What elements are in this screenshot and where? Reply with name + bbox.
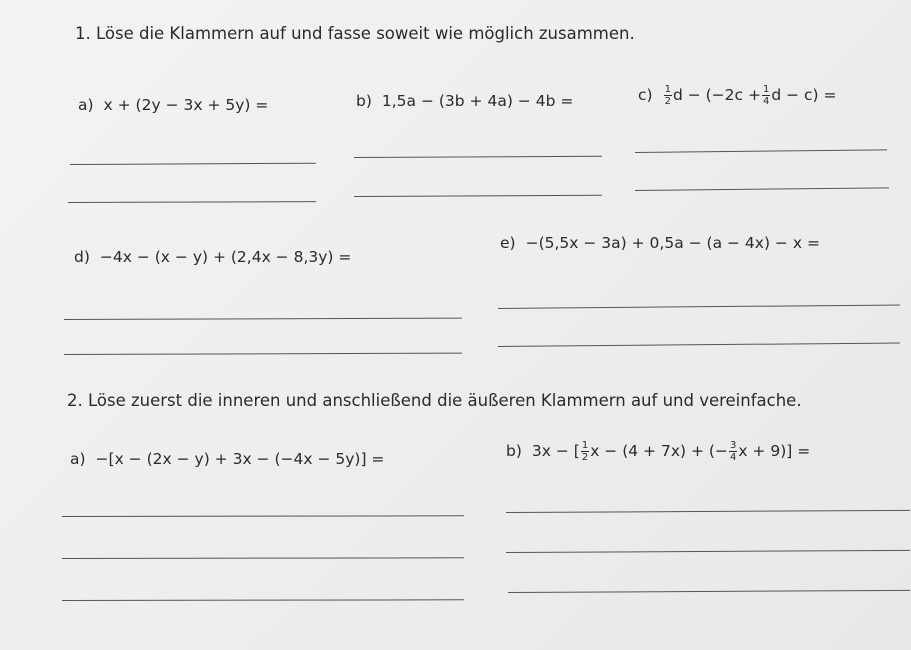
exercise-2a: [70, 450, 384, 468]
fraction: [762, 84, 770, 107]
answer-line[interactable]: [498, 342, 900, 347]
exercise-1d: [74, 248, 351, 266]
exercise-1e: [500, 234, 820, 252]
answer-line[interactable]: [62, 599, 464, 601]
answer-line[interactable]: [62, 557, 464, 559]
task1-heading: 1. Löse die Klammern auf und fasse soweit wie möglich zusammen.: [75, 24, 635, 43]
expression-text: x − (4 + 7x) + (−: [590, 442, 728, 460]
answer-line[interactable]: [506, 510, 910, 513]
answer-line[interactable]: [354, 156, 602, 158]
answer-line[interactable]: [635, 149, 887, 153]
fraction-numerator: 3: [729, 440, 737, 451]
answer-line[interactable]: [498, 304, 900, 309]
exercise-1c: [638, 84, 837, 107]
expression-text: d − c) =: [771, 86, 837, 104]
answer-line[interactable]: [354, 195, 602, 197]
answer-line[interactable]: [68, 201, 316, 203]
exercise-label: b): [356, 92, 372, 110]
exercise-label: a): [78, 96, 94, 114]
expression-text: −(5,5x − 3a) + 0,5a − (a − 4x) − x =: [525, 234, 820, 252]
fraction: [581, 440, 589, 463]
answer-line[interactable]: [635, 187, 889, 191]
fraction-denominator: 4: [729, 452, 737, 463]
fraction-denominator: 4: [762, 96, 770, 107]
exercise-1a: [78, 96, 268, 114]
fraction: [664, 84, 672, 107]
exercise-label: e): [500, 234, 516, 252]
answer-line[interactable]: [64, 353, 462, 355]
exercise-label: a): [70, 450, 86, 468]
fraction-denominator: 2: [581, 452, 589, 463]
expression-text: 1,5a − (3b + 4a) − 4b =: [381, 92, 574, 110]
expression-text: x + (2y − 3x + 5y) =: [103, 96, 269, 114]
answer-line[interactable]: [508, 590, 910, 593]
exercise-label: b): [506, 442, 522, 460]
exercise-label: d): [74, 248, 90, 266]
answer-line[interactable]: [506, 550, 910, 553]
exercise-2b: [506, 440, 810, 463]
fraction-denominator: 2: [664, 96, 671, 107]
expression-text: d − (−2c +: [672, 86, 761, 104]
fraction-numerator: 1: [581, 440, 589, 451]
expression-text: −4x − (x − y) + (2,4x − 8,3y) =: [99, 248, 352, 266]
expression-text: 3x − [: [531, 442, 580, 460]
answer-line[interactable]: [62, 515, 464, 517]
fraction-numerator: 1: [762, 84, 770, 95]
fraction-numerator: 1: [664, 84, 671, 95]
answer-line[interactable]: [70, 163, 316, 165]
task2-heading: 2. Löse zuerst die inneren und anschließend die äußeren Klammern auf und vereinfache.: [67, 391, 802, 410]
exercise-1b: [356, 92, 573, 110]
expression-text: −[x − (2x − y) + 3x − (−4x − 5y)] =: [95, 450, 385, 468]
expression-text: x + 9)] =: [738, 442, 811, 460]
exercise-label: c): [638, 86, 653, 104]
fraction: [729, 440, 737, 463]
answer-line[interactable]: [64, 318, 462, 320]
